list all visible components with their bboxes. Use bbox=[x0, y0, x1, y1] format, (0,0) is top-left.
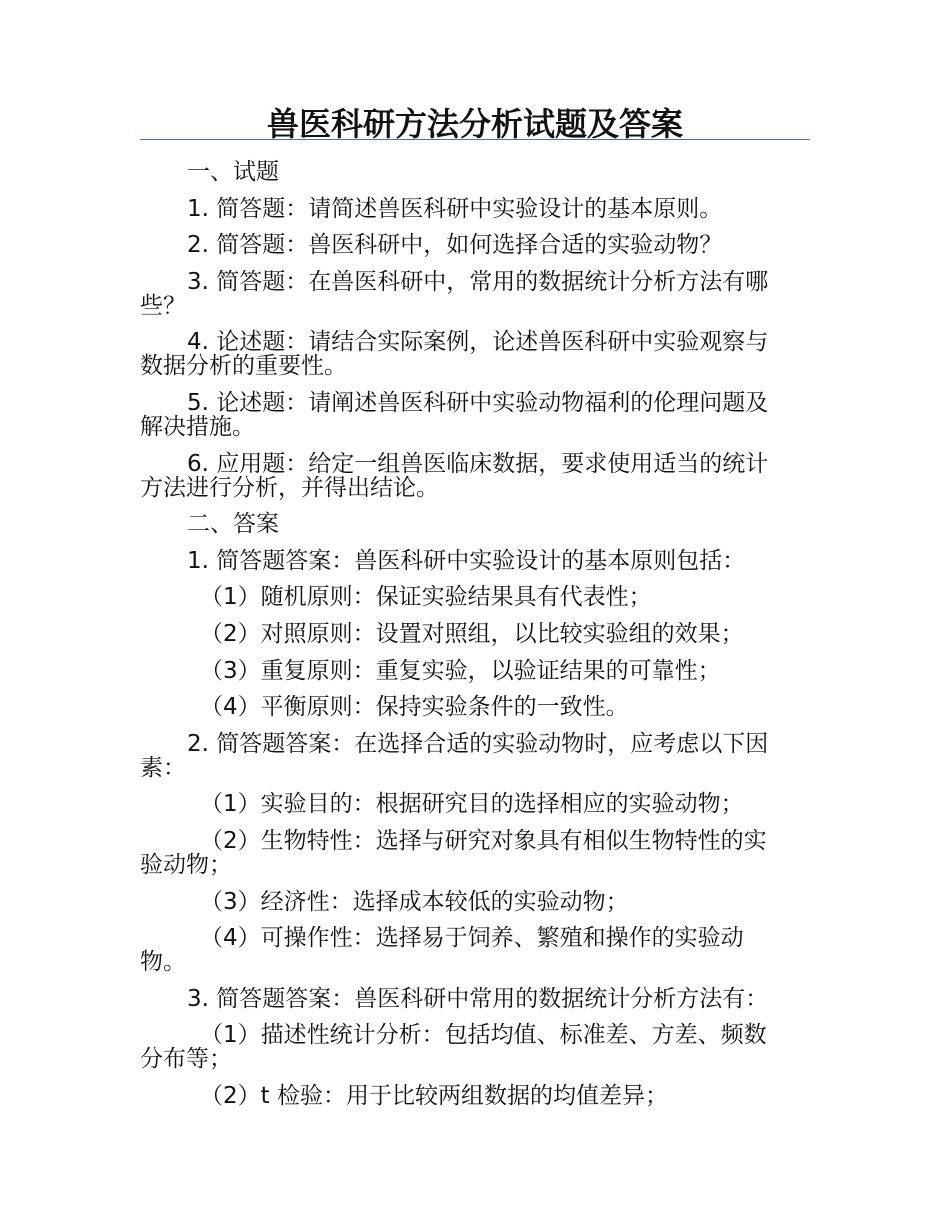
paragraph: （2）生物特性：选择与研究对象具有相似生物特性的实 bbox=[200, 827, 767, 854]
paragraph: 2. 简答题答案：在选择合适的实验动物时，应考虑以下因 bbox=[187, 730, 769, 757]
paragraph: 3. 简答题答案：兽医科研中常用的数据统计分析方法有： bbox=[187, 985, 769, 1012]
document-title: 兽医科研方法分析试题及答案 bbox=[266, 105, 683, 143]
paragraph: 3. 简答题：在兽医科研中，常用的数据统计分析方法有哪 bbox=[187, 268, 769, 295]
paragraph: 2. 简答题：兽医科研中，如何选择合适的实验动物？ bbox=[187, 232, 723, 259]
paragraph: 一、试题 bbox=[187, 159, 279, 185]
paragraph: （1）实验目的：根据研究目的选择相应的实验动物； bbox=[200, 791, 744, 818]
paragraph-continuation: 数据分析的重要性。 bbox=[140, 353, 347, 380]
title-underline bbox=[140, 139, 810, 140]
paragraph: （1）随机原则：保证实验结果具有代表性； bbox=[200, 584, 652, 611]
paragraph: （2）t 检验：用于比较两组数据的均值差异； bbox=[200, 1082, 668, 1109]
paragraph: 5. 论述题：请阐述兽医科研中实验动物福利的伦理问题及 bbox=[187, 389, 769, 416]
paragraph-continuation: 分布等； bbox=[140, 1046, 232, 1073]
paragraph: 1. 简答题：请简述兽医科研中实验设计的基本原则。 bbox=[187, 195, 723, 222]
paragraph: 二、答案 bbox=[187, 511, 279, 538]
paragraph: 1. 简答题答案：兽医科研中实验设计的基本原则包括： bbox=[187, 547, 746, 574]
paragraph-continuation: 素： bbox=[140, 754, 186, 781]
paragraph: （3）重复原则：重复实验，以验证结果的可靠性； bbox=[200, 657, 721, 684]
paragraph-continuation: 验动物； bbox=[140, 851, 232, 878]
paragraph-continuation: 些？ bbox=[140, 292, 186, 319]
paragraph: （3）经济性：选择成本较低的实验动物； bbox=[200, 888, 629, 915]
paragraph: （2）对照原则：设置对照组，以比较实验组的效果； bbox=[200, 620, 744, 647]
paragraph: 4. 论述题：请结合实际案例，论述兽医科研中实验观察与 bbox=[187, 329, 769, 356]
paragraph-continuation: 物。 bbox=[140, 949, 186, 976]
paragraph-continuation: 解决措施。 bbox=[140, 413, 255, 440]
paragraph-continuation: 方法进行分析，并得出结论。 bbox=[140, 474, 439, 501]
paragraph: （4）平衡原则：保持实验条件的一致性。 bbox=[200, 694, 629, 721]
paragraph: （1）描述性统计分析：包括均值、标准差、方差、频数 bbox=[200, 1022, 767, 1049]
paragraph: 6. 应用题：给定一组兽医临床数据，要求使用适当的统计 bbox=[187, 450, 769, 477]
document-body bbox=[140, 160, 810, 1120]
paragraph: （4）可操作性：选择易于饲养、繁殖和操作的实验动 bbox=[200, 925, 744, 952]
